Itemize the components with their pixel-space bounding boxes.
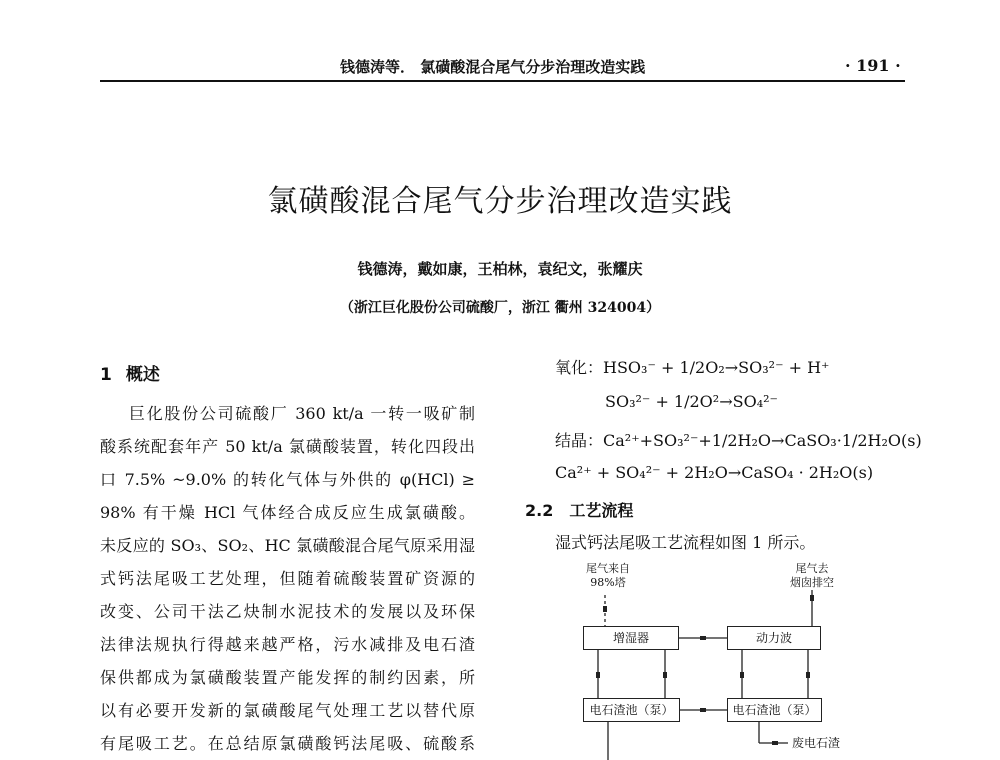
outlet-label <box>780 562 844 590</box>
inlet-label-line-2: 98%塔 <box>590 576 626 589</box>
section-title: 工艺流程 <box>569 501 634 520</box>
paragraph-line: 有尾吸工艺。在总结原氯磺酸钙法尾吸、硫酸系 <box>100 734 475 753</box>
paragraph-line: 未反应的 SO₃、SO₂、HC 氯磺酸混合尾气原采用湿 <box>100 536 475 555</box>
paragraph-line: 式钙法尾吸工艺处理，但随着硫酸装置矿资源的 <box>100 569 475 588</box>
waste-slag-label: 废电石渣 <box>792 736 841 750</box>
paragraph-line: 改变、公司干法乙炔制水泥技术的发展以及环保 <box>100 602 475 621</box>
paragraph-line: 巨化股份公司硫酸厂 360 kt/a 一转一吸矿制 <box>129 404 475 423</box>
humidifier-box: 增湿器 <box>583 626 679 650</box>
affiliation: （浙江巨化股份公司硫酸厂，浙江 衢州 324004） <box>339 300 661 316</box>
outlet-label-line-1: 尾气去 <box>795 562 829 575</box>
running-title: 钱德涛等． 氯磺酸混合尾气分步治理改造实践 <box>340 58 646 76</box>
inlet-label-line-1: 尾气来自 <box>586 562 630 575</box>
inlet-label <box>578 562 638 590</box>
paragraph-line: 法律法规执行得越来越严格，污水减排及电石渣 <box>100 635 475 654</box>
equation-crystallization-1: 结晶：Ca²⁺+SO₃²⁻+1/2H₂O→CaSO₃·1/2H₂O(s) <box>555 431 922 450</box>
paragraph-line: 保供都成为氯磺酸装置产能发挥的制约因素，所 <box>100 668 475 687</box>
section-number: 1 <box>100 365 112 385</box>
paragraph-line: 口 7.5% ~9.0% 的转化气体与外供的 φ(HCl) ≥ <box>100 470 475 489</box>
paragraph-line: 98% 有干燥 HCl 气体经合成反应生成氯磺酸。 <box>100 503 475 522</box>
figure-intro-text: 湿式钙法尾吸工艺流程如图 1 所示。 <box>555 533 816 552</box>
page-number: · 191 · <box>845 56 901 75</box>
carbide-slag-pool-left-box: 电石渣池（泵） <box>583 698 680 722</box>
equation-crystallization-2: Ca²⁺ + SO₄²⁻ + 2H₂O→CaSO₄ · 2H₂O(s) <box>555 463 874 482</box>
carbide-slag-pool-right-box: 电石渣池（泵） <box>727 698 822 722</box>
dynawave-box: 动力波 <box>727 626 821 650</box>
section-number: 2.2 <box>525 501 554 520</box>
section-title: 概述 <box>125 365 160 385</box>
authors: 钱德涛，戴如康，王柏林，袁纪文，张耀庆 <box>357 260 643 278</box>
paper-title: 氯磺酸混合尾气分步治理改造实践 <box>267 184 733 219</box>
paragraph-line: 以有必要开发新的氯磺酸尾气处理工艺以替代原 <box>100 701 475 720</box>
equation-oxidation-2: SO₃²⁻ + 1/2O²→SO₄²⁻ <box>605 392 778 411</box>
outlet-label-line-2: 烟囱排空 <box>790 576 834 589</box>
equation-oxidation-1: 氧化：HSO₃⁻ + 1/2O₂→SO₃²⁻ + H⁺ <box>555 358 830 377</box>
paragraph-line: 酸系统配套年产 50 kt/a 氯磺酸装置，转化四段出 <box>100 437 475 456</box>
